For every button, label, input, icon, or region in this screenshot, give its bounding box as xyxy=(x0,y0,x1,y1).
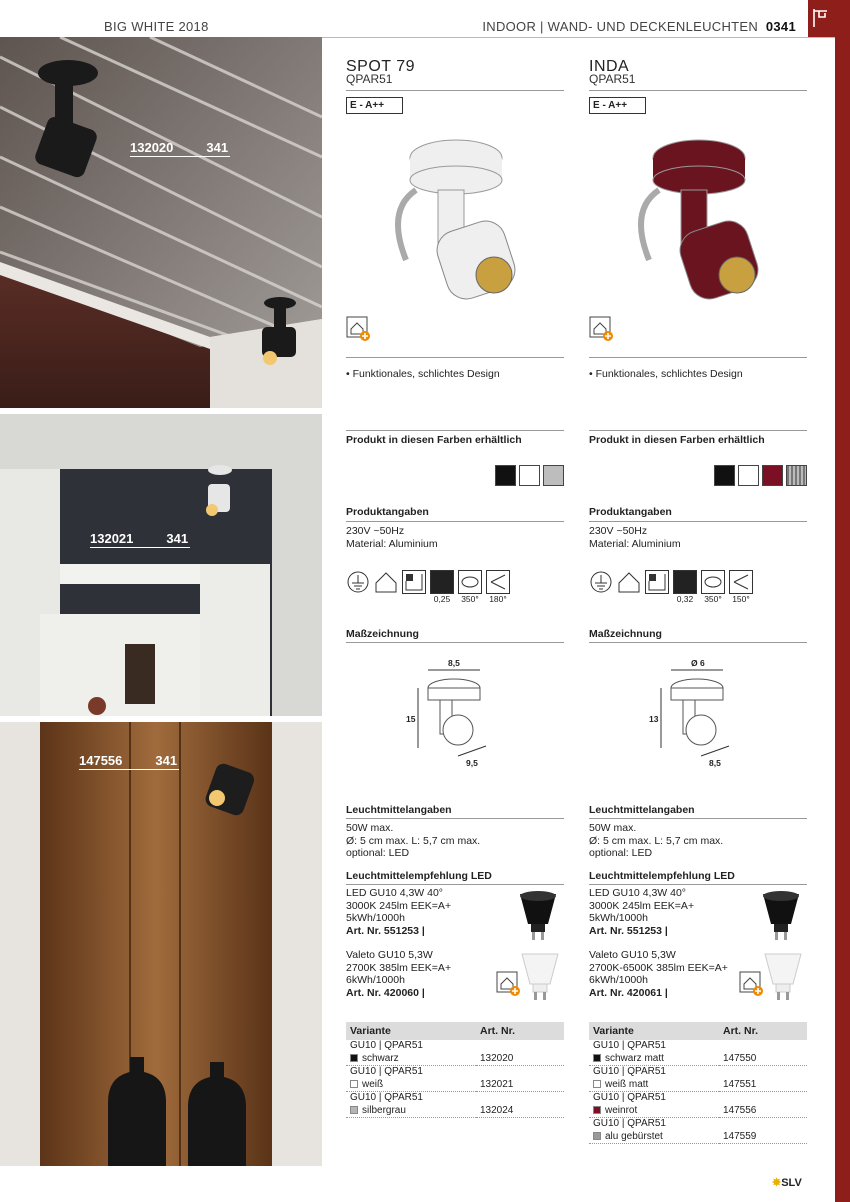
wall-mount-icon xyxy=(374,570,398,594)
colors-rule xyxy=(589,430,807,431)
title-rule xyxy=(346,90,564,91)
lamp-line: Ø: 5 cm max. L: 5,7 cm max. xyxy=(346,834,481,847)
variant-color: weinrot xyxy=(605,1104,638,1116)
feature-text: • Funktionales, schlichtes Design xyxy=(589,368,743,380)
led1-art: Art. Nr. 551253 | xyxy=(346,924,425,937)
house-plus-icon xyxy=(739,971,765,1002)
dimmable-icon xyxy=(402,570,426,594)
dimmable-icon-wrap xyxy=(402,570,426,604)
variant-color: schwarz xyxy=(362,1052,399,1064)
wall-mount-icon-wrap xyxy=(617,570,641,604)
product-column xyxy=(589,58,807,1168)
color-swatch xyxy=(738,465,759,486)
table-row xyxy=(589,1092,807,1105)
variant-art: 147551 xyxy=(719,1079,807,1092)
variant-swatch xyxy=(350,1080,358,1088)
lamp-heading: Leuchtmittelangaben xyxy=(346,804,452,816)
led-heading: Leuchtmittelempfehlung LED xyxy=(346,870,492,882)
variant-type: GU10 | QPAR51 xyxy=(593,1040,666,1051)
dimension-width: Ø 6 xyxy=(691,658,705,668)
variant-swatch xyxy=(593,1106,601,1114)
spec-value: 180° xyxy=(489,594,507,604)
col-art: Art. Nr. xyxy=(719,1022,807,1040)
variant-table xyxy=(589,1022,807,1144)
photo-wood-wall xyxy=(0,722,322,1166)
section-title: INDOOR | WAND- UND DECKENLEUCHTEN 0341 xyxy=(482,19,796,34)
led1-line: 5kWh/1000h xyxy=(589,912,648,924)
spec-value: 0,32 xyxy=(676,594,694,604)
product-title: INDA xyxy=(589,58,630,75)
protection-class-icon xyxy=(346,570,370,594)
spec-line: Material: Aluminium xyxy=(346,537,438,550)
variant-type: GU10 | QPAR51 xyxy=(593,1092,666,1103)
variant-swatch xyxy=(350,1054,358,1062)
catalog-title: BIG WHITE 2018 xyxy=(104,19,209,34)
variant-color-cell xyxy=(346,1079,476,1092)
lamp-line: optional: LED xyxy=(346,847,410,859)
lamp-line: 50W max. xyxy=(346,822,394,834)
dimension-heading: Maßzeichnung xyxy=(589,628,662,640)
led1-line: 3000K 245lm EEK=A+ xyxy=(346,899,452,912)
photo-ceiling-spot xyxy=(0,37,322,408)
photo-interior xyxy=(0,414,322,716)
variant-color-cell xyxy=(589,1131,719,1144)
col-variant: Variante xyxy=(346,1022,476,1040)
feature-rule xyxy=(589,357,807,358)
variant-color: weiß matt xyxy=(605,1078,649,1090)
dimension-height: 15 xyxy=(406,714,416,724)
variant-type: GU10 | QPAR51 xyxy=(350,1066,423,1077)
lamp-line: optional: LED xyxy=(589,847,653,859)
led2-line: 2700K-6500K 385lm EEK=A+ xyxy=(589,961,728,974)
color-swatch xyxy=(543,465,564,486)
led-bulb-white-image xyxy=(763,950,803,1007)
tilt-icon xyxy=(729,570,753,594)
lamp-rule xyxy=(346,818,564,819)
variant-swatch xyxy=(593,1054,601,1062)
rotation-icon-wrap xyxy=(458,570,482,604)
protection-class-icon xyxy=(589,570,613,594)
spec-rule xyxy=(346,521,564,522)
sidebar-bar xyxy=(835,0,850,1202)
photo-label-2: 132021 341 xyxy=(90,531,189,546)
table-row xyxy=(589,1118,807,1131)
variant-color-cell xyxy=(589,1053,719,1066)
led2-line: 2700K 385lm EEK=A+ xyxy=(346,961,452,974)
led1-art: Art. Nr. 551253 | xyxy=(589,924,668,937)
variant-color-cell xyxy=(589,1079,719,1092)
table-row xyxy=(346,1092,564,1105)
variant-table-wrap xyxy=(346,1022,564,1118)
variant-table-wrap xyxy=(589,1022,807,1144)
variant-art: 132024 xyxy=(476,1105,564,1118)
wall-mount-icon-wrap xyxy=(374,570,398,604)
colors-heading: Produkt in diesen Farben erhältlich xyxy=(589,434,765,446)
dimension-drawing xyxy=(346,658,564,778)
product-image xyxy=(346,130,564,325)
lamp-line: 50W max. xyxy=(589,822,637,834)
table-row xyxy=(589,1105,807,1118)
led1-line: 5kWh/1000h xyxy=(346,912,405,924)
dimension-rule xyxy=(346,642,564,643)
lamp-heading: Leuchtmittelangaben xyxy=(589,804,695,816)
dimension-width: 8,5 xyxy=(448,658,460,668)
rotation-icon xyxy=(701,570,725,594)
variant-art: 147556 xyxy=(719,1105,807,1118)
energy-label: E - A++ xyxy=(346,97,403,114)
led-bulb-white-image xyxy=(520,950,560,1007)
weight-icon-wrap xyxy=(673,570,697,604)
variant-type: GU10 | QPAR51 xyxy=(593,1118,666,1129)
col-variant: Variante xyxy=(589,1022,719,1040)
color-swatch xyxy=(714,465,735,486)
spec-heading: Produktangaben xyxy=(589,506,672,518)
photo-label-1: 132020 341 xyxy=(130,140,229,155)
dimmable-icon xyxy=(645,570,669,594)
color-swatch xyxy=(495,465,516,486)
house-plus-icon xyxy=(589,316,615,347)
colors-rule xyxy=(346,430,564,431)
dimension-drawing xyxy=(589,658,807,778)
rotation-icon xyxy=(458,570,482,594)
variant-color-cell xyxy=(346,1105,476,1118)
spec-icons xyxy=(589,570,753,604)
table-row xyxy=(589,1079,807,1092)
led-rule xyxy=(589,884,807,885)
weight-icon-wrap xyxy=(430,570,454,604)
spec-line: 230V ~50Hz xyxy=(346,525,405,537)
color-swatch xyxy=(762,465,783,486)
variant-table xyxy=(346,1022,564,1118)
protection-class-icon-wrap xyxy=(346,570,370,604)
color-swatches xyxy=(346,465,564,491)
led2-art: Art. Nr. 420061 | xyxy=(589,986,668,999)
colors-heading: Produkt in diesen Farben erhältlich xyxy=(346,434,522,446)
weight-icon xyxy=(673,570,697,594)
variant-color: weiß xyxy=(362,1078,384,1090)
dimension-depth: 8,5 xyxy=(709,758,721,768)
led-heading: Leuchtmittelempfehlung LED xyxy=(589,870,735,882)
spec-heading: Produktangaben xyxy=(346,506,429,518)
spec-line: 230V ~50Hz xyxy=(589,525,648,537)
color-swatches xyxy=(589,465,807,491)
table-row xyxy=(589,1053,807,1066)
variant-art: 132021 xyxy=(476,1079,564,1092)
table-row xyxy=(589,1040,807,1053)
product-column xyxy=(346,58,564,1168)
title-rule xyxy=(589,90,807,91)
house-plus-icon xyxy=(496,971,522,1002)
led2-line: Valeto GU10 5,3W xyxy=(346,949,433,961)
color-swatch xyxy=(519,465,540,486)
lamp-line: Ø: 5 cm max. L: 5,7 cm max. xyxy=(589,834,724,847)
color-swatch xyxy=(786,465,807,486)
variant-color: silbergrau xyxy=(362,1104,406,1116)
led2-line: 6kWh/1000h xyxy=(346,974,405,986)
variant-art: 147559 xyxy=(719,1131,807,1144)
tilt-icon xyxy=(486,570,510,594)
col-art: Art. Nr. xyxy=(476,1022,564,1040)
spec-line: Material: Aluminium xyxy=(589,537,681,550)
table-row xyxy=(346,1040,564,1053)
house-plus-icon xyxy=(346,316,372,347)
variant-color-cell xyxy=(589,1105,719,1118)
variant-art: 132020 xyxy=(476,1053,564,1066)
led-bulb-black-image xyxy=(761,890,801,947)
led1-line: LED GU10 4,3W 40° xyxy=(346,887,443,899)
product-subtitle: QPAR51 xyxy=(346,72,393,86)
tilt-icon-wrap xyxy=(729,570,753,604)
variant-color: alu gebürstet xyxy=(605,1130,663,1142)
led-rule xyxy=(346,884,564,885)
led1-line: 3000K 245lm EEK=A+ xyxy=(589,899,695,912)
product-subtitle: QPAR51 xyxy=(589,72,636,86)
energy-label: E - A++ xyxy=(589,97,646,114)
table-row xyxy=(346,1079,564,1092)
photo-label-3: 147556 341 xyxy=(79,753,178,768)
variant-color-cell xyxy=(346,1053,476,1066)
variant-art: 147550 xyxy=(719,1053,807,1066)
wall-mount-icon xyxy=(617,570,641,594)
lamp-rule xyxy=(589,818,807,819)
variant-color: schwarz matt xyxy=(605,1052,664,1064)
table-header xyxy=(589,1022,807,1040)
led2-line: Valeto GU10 5,3W xyxy=(589,949,676,961)
variant-swatch xyxy=(350,1106,358,1114)
spec-value: 0,25 xyxy=(433,594,451,604)
product-image xyxy=(589,130,807,325)
feature-text: • Funktionales, schlichtes Design xyxy=(346,368,500,380)
led2-art: Art. Nr. 420060 | xyxy=(346,986,425,999)
table-row xyxy=(346,1066,564,1079)
variant-type: GU10 | QPAR51 xyxy=(350,1092,423,1103)
slv-logo: ✸SLV xyxy=(772,1177,802,1189)
spec-value: 350° xyxy=(461,594,479,604)
tilt-icon-wrap xyxy=(486,570,510,604)
led1-line: LED GU10 4,3W 40° xyxy=(589,887,686,899)
spec-value: 150° xyxy=(732,594,750,604)
feature-rule xyxy=(346,357,564,358)
dimension-heading: Maßzeichnung xyxy=(346,628,419,640)
spec-rule xyxy=(589,521,807,522)
variant-swatch xyxy=(593,1132,601,1140)
led2-line: 6kWh/1000h xyxy=(589,974,648,986)
page-number: 0341 xyxy=(765,19,796,34)
table-header xyxy=(346,1022,564,1040)
spec-icons xyxy=(346,570,510,604)
table-row xyxy=(346,1105,564,1118)
dimmable-icon-wrap xyxy=(645,570,669,604)
table-row xyxy=(589,1066,807,1079)
table-row xyxy=(346,1053,564,1066)
led-bulb-black-image xyxy=(518,890,558,947)
dimension-height: 13 xyxy=(649,714,659,724)
variant-swatch xyxy=(593,1080,601,1088)
protection-class-icon-wrap xyxy=(589,570,613,604)
dimension-depth: 9,5 xyxy=(466,758,478,768)
rotation-icon-wrap xyxy=(701,570,725,604)
variant-type: GU10 | QPAR51 xyxy=(593,1066,666,1077)
weight-icon xyxy=(430,570,454,594)
wall-light-icon xyxy=(808,0,835,37)
dimension-rule xyxy=(589,642,807,643)
product-title: SPOT 79 xyxy=(346,58,416,75)
table-row xyxy=(589,1131,807,1144)
variant-type: GU10 | QPAR51 xyxy=(350,1040,423,1051)
spec-value: 350° xyxy=(704,594,722,604)
